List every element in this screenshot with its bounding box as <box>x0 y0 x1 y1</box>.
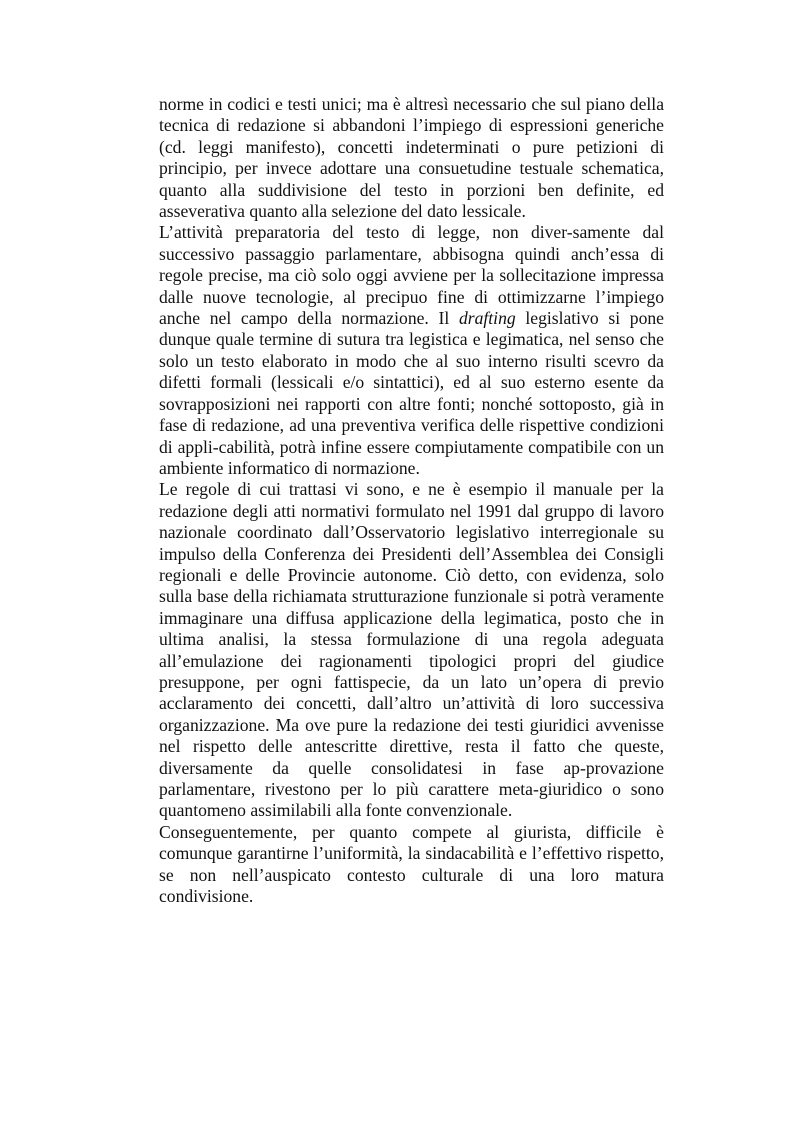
body-text <box>159 94 664 907</box>
paragraph-text: norme in codici e testi unici; ma è altresì necessario che sul piano della tecnica di redazione si abbandoni l’impiego di espressioni generiche (cd. leggi manifesto), concetti indeterminati o pure petizioni di principio, per invece adottare una consuetudine testuale schematica, quanto alla suddivisione del testo in porzioni ben definite, ed asseverativa quanto alla selezione del dato lessicale. <box>159 94 664 222</box>
paragraph-text: Conseguentemente, per quanto compete al giurista, difficile è comunque garantirne l’uniformità, la sindacabilità e l’effettivo rispetto, se non nell’auspicato contesto culturale di una loro matura condivisione. <box>159 821 664 907</box>
paragraph-text: legislativo si pone dunque quale termine di sutura tra legistica e legimatica, nel senso che solo un testo elaborato in modo che al suo interno risulti scevro da difetti formali (lessicali e/o sintattici), ed al suo esterno esente da sovrapposizioni nei rapporti con altre fonti; nonché sottoposto, già in fase di redazione, ad una preventiva verifica delle rispettive condizioni di appli-cabilità, potrà infine essere compiutamente compatibile con un ambiente informatico di normazione. <box>159 308 664 478</box>
paragraph-text: Le regole di cui trattasi vi sono, e ne è esempio il manuale per la redazione degli atti normativi formulato nel 1991 dal gruppo di lavoro nazionale coordinato dall’Osservatorio legislativo interregionale su impulso della Conferenza dei Presidenti dell’Assemblea dei Consigli regionali e delle Provincie autonome. Ciò detto, con evidenza, solo sulla base della richiamata strutturazione funzionale si potrà veramente immaginare una diffusa applicazione della legimatica, posto che in ultima analisi, la stessa formulazione di una regola adeguata all’emulazione dei ragionamenti tipologici propri del giudice presuppone, per ogni fattispecie, da un lato un’opera di previo acclaramento dei concetti, dall’altro un’attività di loro successiva organizzazione. Ma ove pure la redazione dei testi giuridici avvenisse nel rispetto delle antescritte direttive, resta il fatto che queste, diversamente da quelle consolidatesi in fase ap-provazione parlamentare, rivestono per lo più carattere meta-giuridico o sono quantomeno assimilabili alla fonte convenzionale. <box>159 479 664 821</box>
italic-term-drafting: drafting <box>458 308 516 329</box>
paragraph-1 <box>159 94 664 222</box>
paragraph-text: L’attività preparatoria del testo di legge, non diver-samente dal successivo passaggio parlamentare, abbisogna quindi anch’essa di regole precise, ma ciò solo oggi avviene per la sollecitazione impressa dalle nuove tecnologie, al precipuo fine di ottimizzarne l’impiego anche nel campo della normazione. Il <box>159 222 664 329</box>
paragraph-4 <box>159 822 664 908</box>
paragraph-3 <box>159 479 664 822</box>
paragraph-2 <box>159 222 664 479</box>
